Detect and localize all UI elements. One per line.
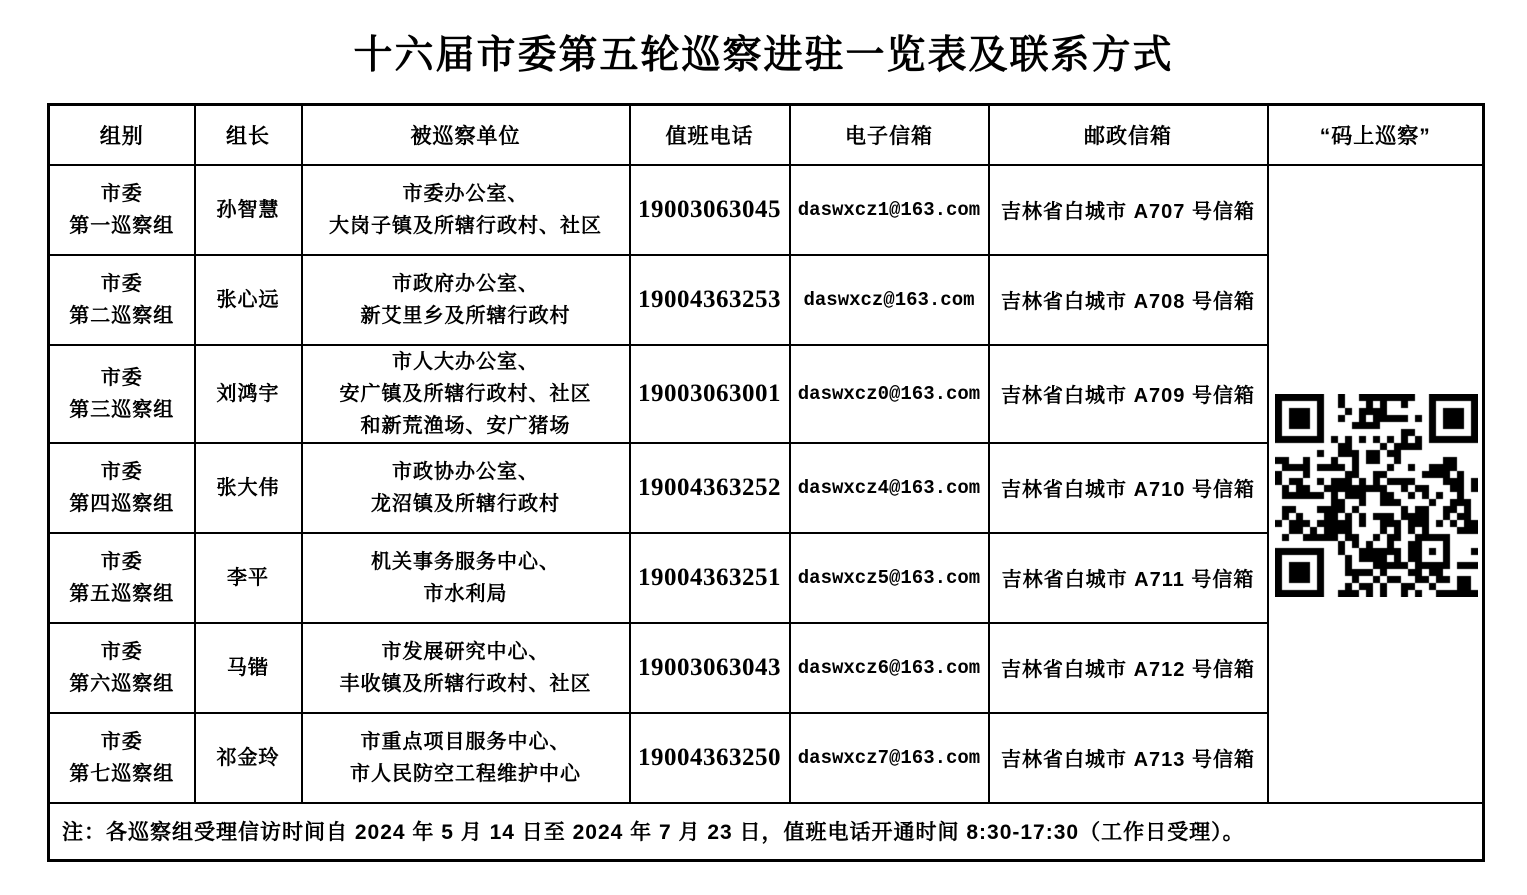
units-cell: 机关事务服务中心、 市水利局 xyxy=(302,533,630,623)
table-row xyxy=(49,165,1484,255)
note-row xyxy=(49,803,1484,861)
header-postal: 邮政信箱 xyxy=(989,105,1268,165)
leader-cell: 张大伟 xyxy=(195,443,302,533)
inspection-table xyxy=(47,103,1485,862)
qr-code xyxy=(1275,394,1478,597)
leader-cell: 祁金玲 xyxy=(195,713,302,803)
header-group: 组别 xyxy=(49,105,195,165)
units-cell: 市发展研究中心、 丰收镇及所辖行政村、社区 xyxy=(302,623,630,713)
phone-cell: 19004363253 xyxy=(630,255,790,345)
units-cell: 市人大办公室、 安广镇及所辖行政村、社区 和新荒渔场、安广猪场 xyxy=(302,345,630,443)
email-cell: daswxcz5@163.com xyxy=(790,533,989,623)
email-cell: daswxcz@163.com xyxy=(790,255,989,345)
email-cell: daswxcz1@163.com xyxy=(790,165,989,255)
header-row xyxy=(49,105,1484,165)
units-cell: 市政府办公室、 新艾里乡及所辖行政村 xyxy=(302,255,630,345)
header-email: 电子信箱 xyxy=(790,105,989,165)
units-cell: 市政协办公室、 龙沼镇及所辖行政村 xyxy=(302,443,630,533)
email-cell: daswxcz4@163.com xyxy=(790,443,989,533)
postal-cell: 吉林省白城市 A708 号信箱 xyxy=(989,255,1268,345)
group-cell: 市委 第三巡察组 xyxy=(49,345,195,443)
phone-cell: 19003063045 xyxy=(630,165,790,255)
leader-cell: 刘鸿宇 xyxy=(195,345,302,443)
phone-cell: 19004363250 xyxy=(630,713,790,803)
postal-cell: 吉林省白城市 A709 号信箱 xyxy=(989,345,1268,443)
leader-cell: 马锴 xyxy=(195,623,302,713)
header-units: 被巡察单位 xyxy=(302,105,630,165)
header-phone: 值班电话 xyxy=(630,105,790,165)
page-title: 十六届市委第五轮巡察进驻一览表及联系方式 xyxy=(353,34,1174,77)
table-header xyxy=(49,105,1484,165)
note-text: 注：各巡察组受理信访时间自 2024 年 5 月 14 日至 2024 年 7 月 23 日，值班电话开通时间 8:30-17:30（工作日受理）。 xyxy=(49,803,1484,861)
email-cell: daswxcz7@163.com xyxy=(790,713,989,803)
phone-cell: 19004363251 xyxy=(630,533,790,623)
phone-cell: 19003063001 xyxy=(630,345,790,443)
table-footer xyxy=(49,803,1484,861)
units-cell: 市重点项目服务中心、 市人民防空工程维护中心 xyxy=(302,713,630,803)
group-cell: 市委 第七巡察组 xyxy=(49,713,195,803)
group-cell: 市委 第四巡察组 xyxy=(49,443,195,533)
table-body xyxy=(49,165,1484,803)
group-cell: 市委 第一巡察组 xyxy=(49,165,195,255)
postal-cell: 吉林省白城市 A710 号信箱 xyxy=(989,443,1268,533)
leader-cell: 张心远 xyxy=(195,255,302,345)
email-cell: daswxcz0@163.com xyxy=(790,345,989,443)
postal-cell: 吉林省白城市 A707 号信箱 xyxy=(989,165,1268,255)
units-cell: 市委办公室、 大岗子镇及所辖行政村、社区 xyxy=(302,165,630,255)
phone-cell: 19003063043 xyxy=(630,623,790,713)
postal-cell: 吉林省白城市 A711 号信箱 xyxy=(989,533,1268,623)
qr-code-cell xyxy=(1268,165,1484,803)
phone-cell: 19004363252 xyxy=(630,443,790,533)
postal-cell: 吉林省白城市 A712 号信箱 xyxy=(989,623,1268,713)
email-cell: daswxcz6@163.com xyxy=(790,623,989,713)
group-cell: 市委 第六巡察组 xyxy=(49,623,195,713)
header-leader: 组长 xyxy=(195,105,302,165)
leader-cell: 孙智慧 xyxy=(195,165,302,255)
group-cell: 市委 第二巡察组 xyxy=(49,255,195,345)
header-qr: “码上巡察” xyxy=(1268,105,1484,165)
group-cell: 市委 第五巡察组 xyxy=(49,533,195,623)
postal-cell: 吉林省白城市 A713 号信箱 xyxy=(989,713,1268,803)
leader-cell: 李平 xyxy=(195,533,302,623)
